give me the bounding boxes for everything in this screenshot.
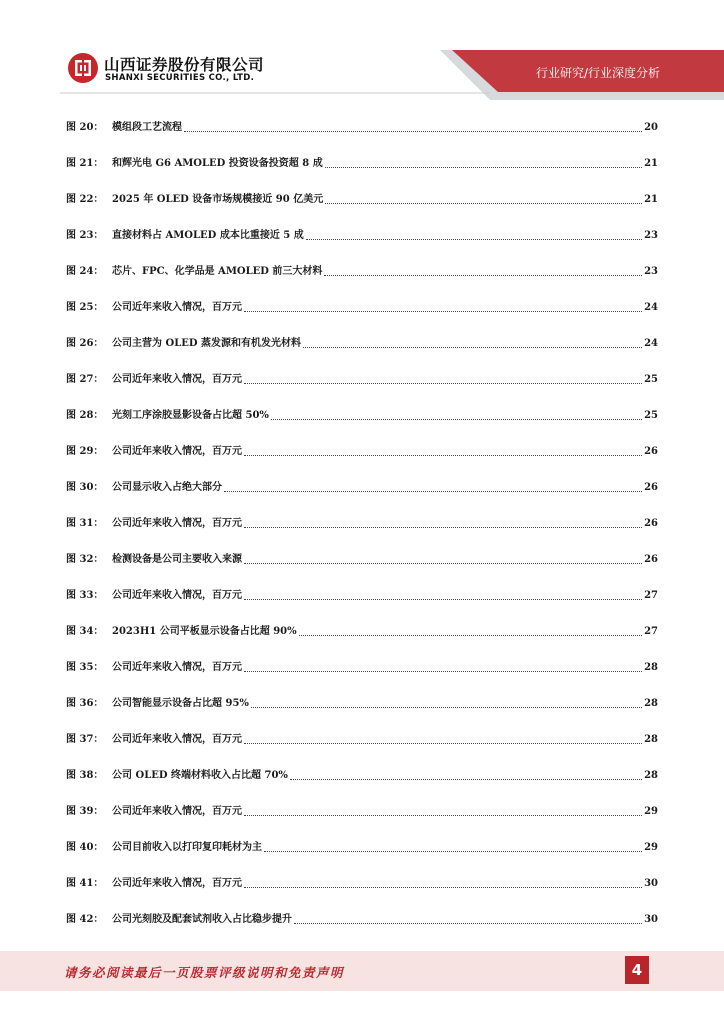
toc-leader [244, 743, 642, 744]
page-header [0, 0, 724, 100]
toc-title: 公司主营为 OLED 蒸发源和有机发光材料 [112, 338, 301, 349]
toc-title: 公司近年来收入情况，百万元 [112, 878, 242, 889]
toc-entry[interactable] [66, 586, 658, 606]
toc-label: 图 28： [66, 410, 104, 421]
toc-page: 24 [644, 302, 658, 313]
toc-label: 图 25： [66, 302, 104, 313]
toc-leader [271, 419, 642, 420]
toc-title: 公司显示收入占绝大部分 [112, 482, 222, 493]
toc-title: 模组段工艺流程 [112, 122, 182, 133]
toc-entry[interactable] [66, 154, 658, 174]
toc-leader [264, 851, 642, 852]
toc-page: 24 [644, 338, 658, 349]
toc-label: 图 30： [66, 482, 104, 493]
toc-label: 图 24： [66, 266, 104, 277]
header-banner [0, 0, 724, 100]
toc-title: 公司近年来收入情况，百万元 [112, 806, 242, 817]
company-name-en: SHANXI SECURITIES CO., LTD. [105, 73, 255, 83]
toc-label: 图 21： [66, 158, 104, 169]
toc-page: 25 [644, 374, 658, 385]
toc-title: 公司近年来收入情况，百万元 [112, 374, 242, 385]
toc-page: 23 [644, 230, 658, 241]
toc-label: 图 42： [66, 914, 104, 925]
page-number: 4 [625, 956, 649, 984]
toc-title: 公司近年来收入情况，百万元 [112, 446, 242, 457]
toc-title: 公司近年来收入情况，百万元 [112, 662, 242, 673]
toc-label: 图 33： [66, 590, 104, 601]
toc-leader [244, 563, 642, 564]
toc-title: 公司近年来收入情况，百万元 [112, 590, 242, 601]
toc-entry[interactable] [66, 190, 658, 210]
toc-leader [299, 635, 642, 636]
toc-entry[interactable] [66, 910, 658, 930]
toc-label: 图 27： [66, 374, 104, 385]
toc-leader [325, 167, 642, 168]
toc-label: 图 36： [66, 698, 104, 709]
toc-title: 公司光刻胶及配套试剂收入占比稳步提升 [112, 914, 292, 925]
toc-leader [224, 491, 642, 492]
report-type: 行业研究/行业深度分析 [535, 66, 660, 80]
toc-entry[interactable] [66, 118, 658, 138]
toc-entry[interactable] [66, 550, 658, 570]
disclaimer-text: 请务必阅读最后一页股票评级说明和免责声明 [64, 965, 345, 980]
toc-label: 图 37： [66, 734, 104, 745]
toc-leader [244, 527, 642, 528]
toc-page: 23 [644, 266, 658, 277]
toc-leader [306, 239, 642, 240]
toc-entry[interactable] [66, 298, 658, 318]
toc-entry[interactable] [66, 838, 658, 858]
toc-page: 26 [644, 554, 658, 565]
toc-leader [244, 815, 642, 816]
toc-title: 2025 年 OLED 设备市场规模接近 90 亿美元 [112, 194, 324, 205]
toc-label: 图 31： [66, 518, 104, 529]
toc-entry[interactable] [66, 226, 658, 246]
shanxi-securities-logo-icon [67, 52, 99, 84]
toc-leader [290, 779, 642, 780]
toc-title: 公司近年来收入情况，百万元 [112, 734, 242, 745]
toc-label: 图 32： [66, 554, 104, 565]
toc-entry[interactable] [66, 622, 658, 642]
toc-label: 图 41： [66, 878, 104, 889]
toc-label: 图 34： [66, 626, 104, 637]
toc-page: 26 [644, 446, 658, 457]
toc-page: 25 [644, 410, 658, 421]
toc-title: 和辉光电 G6 AMOLED 投资设备投资超 8 成 [112, 158, 323, 169]
toc-title: 公司目前收入以打印复印耗材为主 [112, 842, 262, 853]
toc-label: 图 26： [66, 338, 104, 349]
toc-label: 图 38： [66, 770, 104, 781]
toc-leader [251, 707, 642, 708]
toc-page: 26 [644, 518, 658, 529]
toc-label: 图 35： [66, 662, 104, 673]
toc-page: 26 [644, 482, 658, 493]
toc-page: 30 [644, 878, 658, 889]
toc-entry[interactable] [66, 802, 658, 822]
toc-entry[interactable] [66, 478, 658, 498]
toc-page: 21 [644, 194, 658, 205]
toc-leader [244, 383, 642, 384]
toc-label: 图 40： [66, 842, 104, 853]
toc-entry[interactable] [66, 514, 658, 534]
toc-leader [244, 455, 642, 456]
toc-page: 29 [644, 842, 658, 853]
toc-label: 图 23： [66, 230, 104, 241]
toc-leader [244, 599, 642, 600]
toc-leader [244, 671, 642, 672]
toc-leader [294, 923, 642, 924]
company-name-cn: 山西证券股份有限公司 [104, 56, 265, 74]
toc-page: 30 [644, 914, 658, 925]
toc-entry[interactable] [66, 370, 658, 390]
toc-page: 28 [644, 770, 658, 781]
toc-entry[interactable] [66, 262, 658, 282]
toc-leader [324, 275, 642, 276]
toc-title: 直接材料占 AMOLED 成本比重接近 5 成 [112, 230, 304, 241]
toc-leader [303, 347, 642, 348]
toc-title: 2023H1 公司平板显示设备占比超 90% [112, 626, 297, 637]
toc-entry[interactable] [66, 874, 658, 894]
toc-leader [325, 203, 642, 204]
toc-entry[interactable] [66, 694, 658, 714]
toc-title: 检测设备是公司主要收入来源 [112, 554, 242, 565]
toc-page: 29 [644, 806, 658, 817]
toc-label: 图 20： [66, 122, 104, 133]
toc-title: 光刻工序涂胶显影设备占比超 50% [112, 410, 269, 421]
toc-page: 27 [644, 590, 658, 601]
toc-leader [184, 131, 642, 132]
toc-leader [244, 311, 642, 312]
toc-label: 图 29： [66, 446, 104, 457]
toc-title: 公司 OLED 终端材料收入占比超 70% [112, 770, 288, 781]
toc-page: 28 [644, 734, 658, 745]
toc-title: 公司智能显示设备占比超 95% [112, 698, 249, 709]
toc-label: 图 39： [66, 806, 104, 817]
toc-entry[interactable] [66, 658, 658, 678]
toc-page: 20 [644, 122, 658, 133]
toc-page: 28 [644, 698, 658, 709]
toc-entry[interactable] [66, 406, 658, 426]
toc-title: 公司近年来收入情况，百万元 [112, 518, 242, 529]
toc-page: 21 [644, 158, 658, 169]
toc-entry[interactable] [66, 766, 658, 786]
toc-entry[interactable] [66, 442, 658, 462]
toc-entry[interactable] [66, 334, 658, 354]
toc-label: 图 22： [66, 194, 104, 205]
toc-entry[interactable] [66, 730, 658, 750]
toc-leader [244, 887, 642, 888]
toc-page: 27 [644, 626, 658, 637]
toc-title: 公司近年来收入情况，百万元 [112, 302, 242, 313]
toc-page: 28 [644, 662, 658, 673]
toc-title: 芯片、FPC、化学品是 AMOLED 前三大材料 [112, 266, 323, 277]
